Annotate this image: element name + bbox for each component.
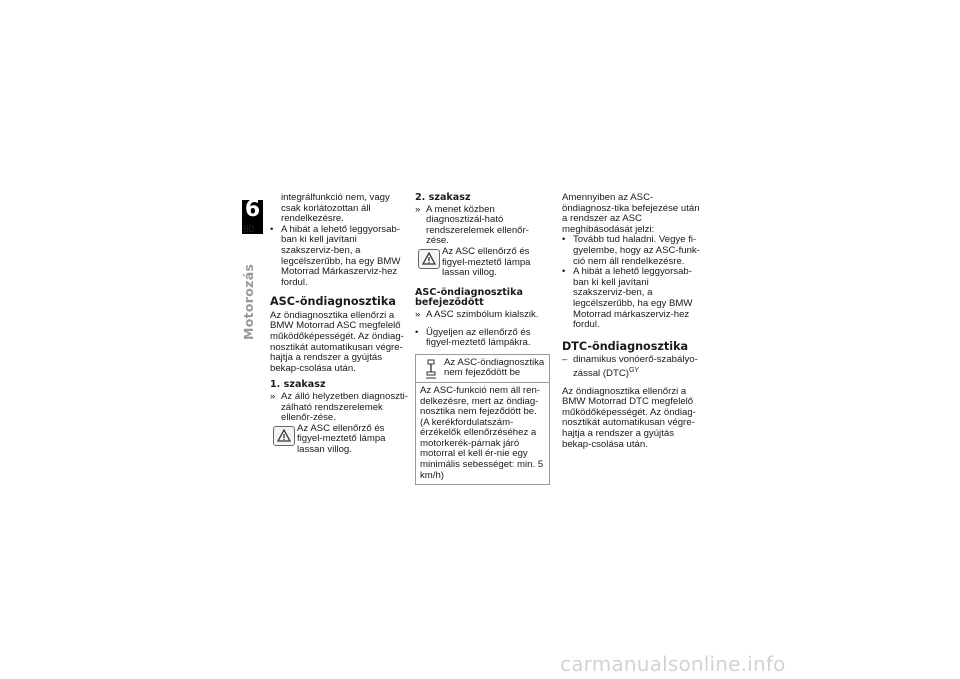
continued-text: integrálfunkció nem, vagy csak korlátozottan áll rendelkezésre. <box>281 192 390 225</box>
step-item: » A menet közben diagnosztizál-ható rendszerelemek ellenőr-zése. <box>415 205 550 247</box>
bullet-item: • A hibát a lehető leggyorsab-ban ki kell javítani szakszerviz-ben, a legcélszerűbb, ha egy BMW Motorrad márkaszerviz-hez fordul. <box>562 267 702 331</box>
page-number: 80 <box>243 224 255 235</box>
info-box-body: Az ASC-funkció nem áll ren-delkezésre, mert az öndiag-nosztika nem fejeződött be. (A kerékfordulatszám-érzékelők ellenőrzéséhez a motorkerék-párnak járó motorral el kell ér-nie egy minimális sebességet: min. 5 km/h) <box>420 384 544 481</box>
step-item: » A ASC szimbólum kialszik. <box>415 310 550 321</box>
warning-note <box>418 247 550 279</box>
bullet-item: • Tovább tud haladni. Vegye fi-gyelembe, hogy az ASC-funk-ció nem áll rendelkezésre. <box>562 235 702 267</box>
chapter-number: 6 <box>244 197 261 222</box>
section-heading: DTC-öndiagnosztika <box>562 339 689 353</box>
bullet-item: • Ügyeljen az ellenőrző és figyel-meztető lámpákra. <box>415 328 550 349</box>
watermark: carmanualsonline.info <box>560 652 786 676</box>
step-heading: 1. szakasz <box>270 379 326 391</box>
paragraph: Az öndiagnosztika ellenőrzi a BMW Motorrad ASC megfelelő működőképességét. Az öndiag-nosztikát automatikusan végre-hajtja a rendszer a gyújtás bekap-csolása után. <box>270 309 404 374</box>
tool-icon <box>425 359 437 383</box>
warning-text: Az ASC ellenőrző és figyel-meztető lámpa lassan villog. <box>297 422 386 455</box>
bullet-item: • A hibát a lehető leggyorsab-ban ki kell javítani szakszerviz-ben, a legcélszerűbb, ha egy BMW Motorrad Márkaszerviz-hez fordul. <box>270 225 410 289</box>
step-item: » Az álló helyzetben diagnoszti-zálható rendszerelemek ellenőr-zése. <box>270 392 410 424</box>
column-3 <box>562 193 702 450</box>
info-box-title: Az ASC-öndiagnosztika nem fejeződött be <box>444 356 545 379</box>
footnote-mark: GY <box>628 366 640 374</box>
dash-item <box>562 355 702 379</box>
warning-lamp-icon <box>273 426 295 446</box>
section-heading: ASC-öndiagnosztika befejeződött <box>415 286 523 309</box>
column-1 <box>270 193 410 456</box>
column-2 <box>415 193 550 485</box>
section-heading: ASC-öndiagnosztika <box>270 295 396 309</box>
warning-lamp-icon <box>418 249 440 269</box>
paragraph: Az öndiagnosztika ellenőrzi a BMW Motorrad DTC megfelelő működőképességét. Az öndiag-nosztikát automatikusan végre-hajtja a rendszer a gyújtás bekap-csolása után. <box>562 385 696 450</box>
paragraph: Amennyiben az ASC-öndiagnosz-tika befejezése után a rendszer az ASC meghibásodását jelzi: <box>562 192 700 235</box>
info-box <box>415 354 550 486</box>
dash-item-text: dinamikus vonóerő-szabályo-zással (DTC) <box>573 354 698 379</box>
section-label: Motorozás <box>241 263 256 340</box>
warning-note <box>273 424 410 456</box>
info-box-header <box>416 355 549 383</box>
step-heading: 2. szakasz <box>415 192 471 203</box>
warning-text: Az ASC ellenőrző és figyel-meztető lámpa lassan villog. <box>442 245 531 279</box>
